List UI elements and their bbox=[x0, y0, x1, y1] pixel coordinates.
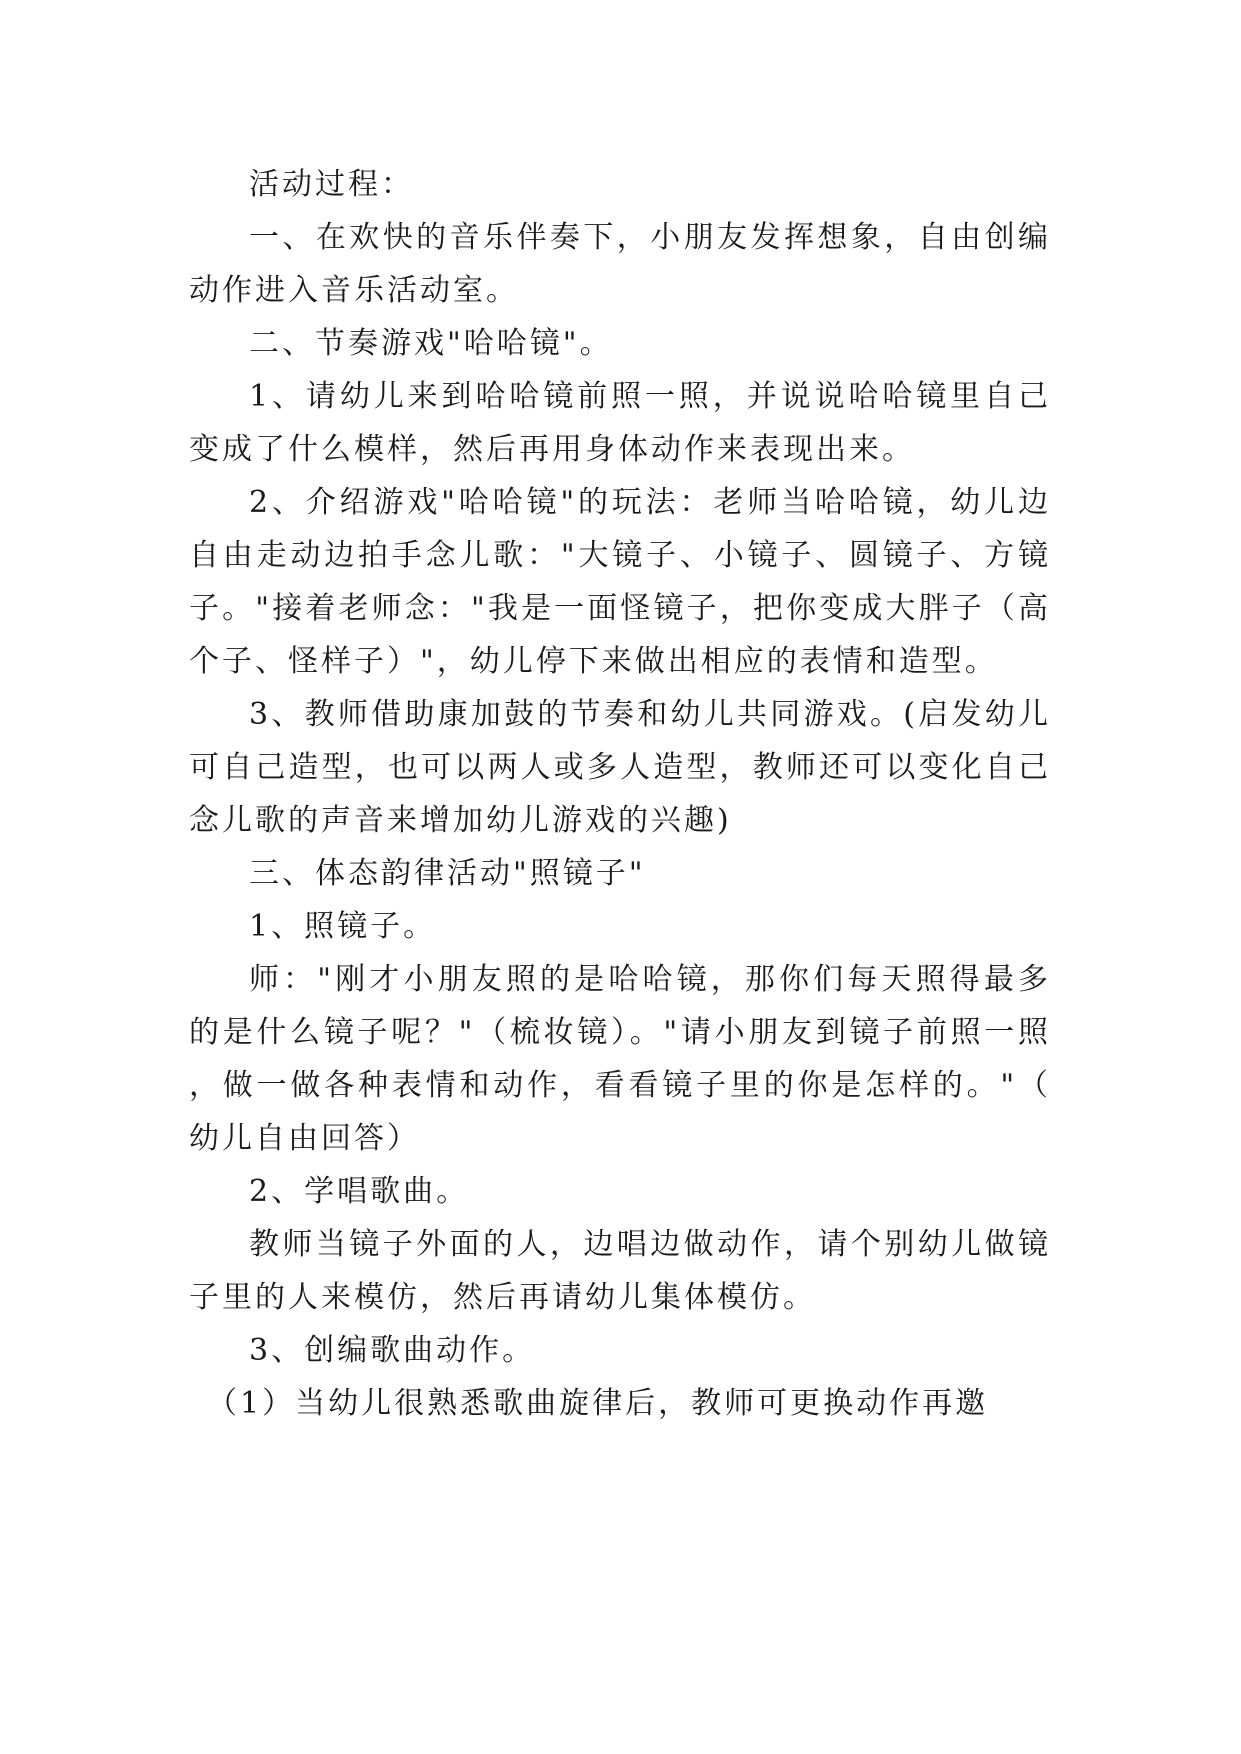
paragraph-step-three-item-2: 2、学唱歌曲。 bbox=[249, 1174, 470, 1209]
paragraph-step-two-heading: 二、节奏游戏"哈哈镜"。 bbox=[249, 326, 613, 361]
document-body bbox=[189, 158, 1051, 1430]
paragraph-step-one: 一、在欢快的音乐伴奏下，小朋友发挥想象，自由创编动作进入音乐活动室。 bbox=[189, 220, 1051, 308]
paragraph-step-two-item-2: 2、介绍游戏"哈哈镜"的玩法：老师当哈哈镜，幼儿边自由走动边拍手念儿歌："大镜子、小镜子、圆镜子、方镜子。"接着老师念："我是一面怪镜子，把你变成大胖子（高个子、怪样子）"，幼儿停下来做出相应的表情和造型。 bbox=[189, 485, 1051, 679]
paragraph-step-three-item-1: 1、照镜子。 bbox=[249, 909, 437, 944]
paragraph-sub-item-1: （1）当幼儿很熟悉歌曲旋律后，教师可更换动作再邀 bbox=[207, 1386, 989, 1421]
paragraph-activity-process-heading: 活动过程： bbox=[249, 167, 414, 202]
paragraph-teacher-mirror: 教师当镜子外面的人，边唱边做动作，请个别幼儿做镜子里的人来模仿，然后再请幼儿集体模仿。 bbox=[189, 1227, 1051, 1315]
paragraph-teacher-dialogue: 师："刚才小朋友照的是哈哈镜，那你们每天照得最多的是什么镜子呢？"（梳妆镜）。"请小朋友到镜子前照一照，做一做各种表情和动作，看看镜子里的你是怎样的。"（幼儿自由回答） bbox=[189, 962, 1051, 1156]
paragraph-step-two-item-1: 1、请幼儿来到哈哈镜前照一照，并说说哈哈镜里自己变成了什么模样，然后再用身体动作来表现出来。 bbox=[189, 379, 1051, 467]
paragraph-step-two-item-3: 3、教师借助康加鼓的节奏和幼儿共同游戏。(启发幼儿可自己造型，也可以两人或多人造型，教师还可以变化自己念儿歌的声音来增加幼儿游戏的兴趣) bbox=[189, 697, 1051, 838]
paragraph-step-three-item-3: 3、创编歌曲动作。 bbox=[249, 1333, 536, 1368]
paragraph-step-three-heading: 三、体态韵律活动"照镜子" bbox=[249, 856, 646, 891]
